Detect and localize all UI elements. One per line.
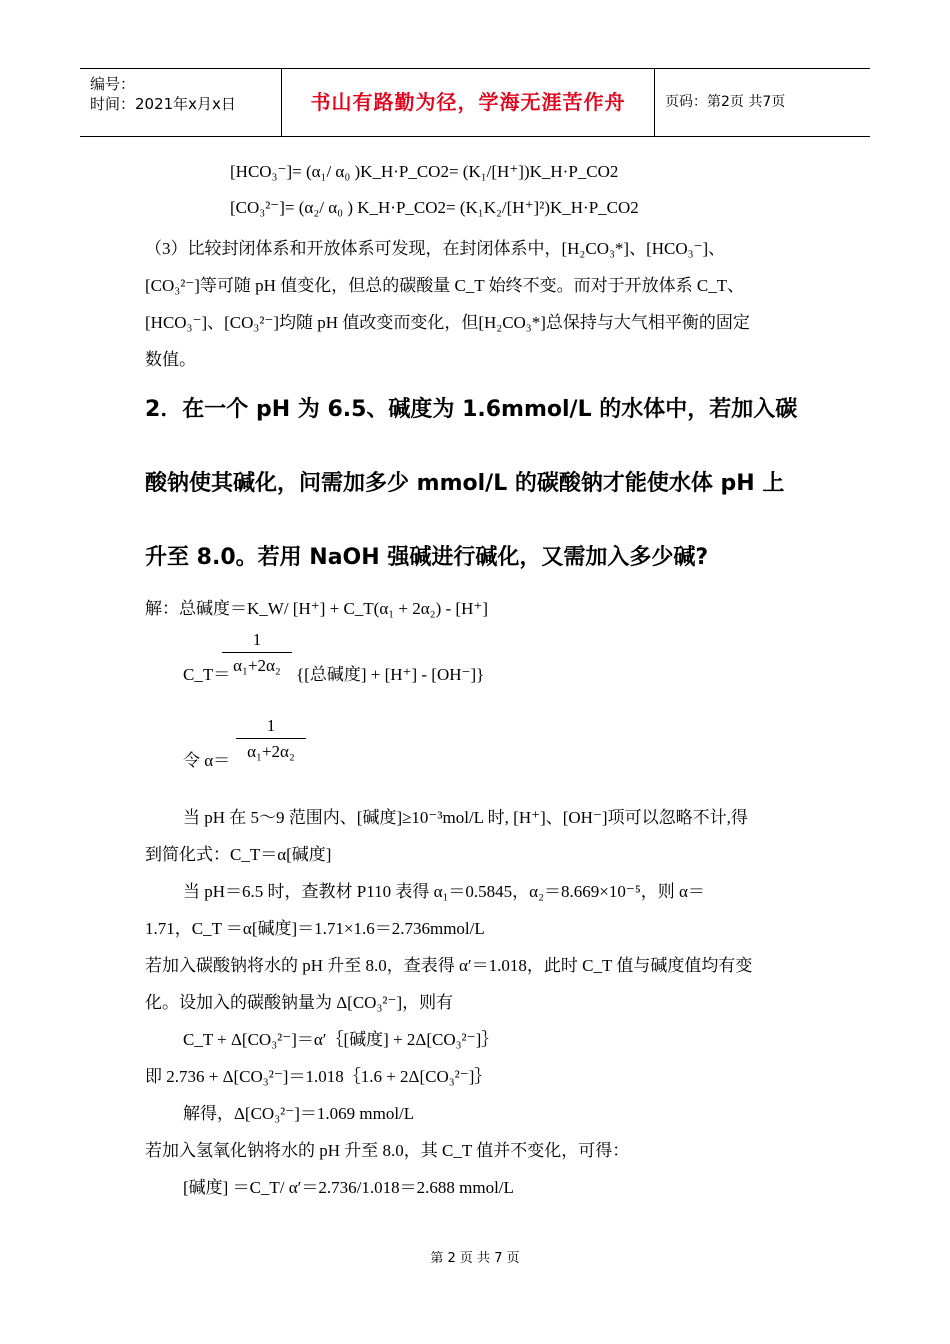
equation-result: 解得，Δ[CO₃²⁻]＝1.069 mmol/L bbox=[183, 1104, 415, 1123]
header-meta bbox=[80, 69, 282, 136]
number-label: 编号： bbox=[90, 75, 136, 93]
calc-line: 1.71，C_T ＝α[碱度]＝1.71×1.6＝2.736mmol/L bbox=[145, 919, 485, 938]
fraction-numerator: 1 bbox=[252, 630, 262, 649]
equation-co3: [CO₃²⁻]= (α₂/ α₀ ) K_H·P_CO2= (K₁K₂/[H⁺]²)K_H·P_CO2 bbox=[230, 198, 639, 217]
alpha-definition-prefix: 令 α＝ bbox=[183, 751, 231, 770]
na2co3-line: 若加入碳酸钠将水的 pH 升至 8.0，查表得 α′＝1.018，此时 C_T 值与碱度值均有变 bbox=[145, 956, 753, 975]
ct-formula-suffix: {[总碱度] + [H⁺] - [OH⁻]} bbox=[296, 665, 485, 684]
fraction-numerator: 1 bbox=[266, 716, 276, 735]
paragraph-3-line: 数值。 bbox=[145, 350, 196, 369]
header-motto: 书山有路勤为径，学海无涯苦作舟 bbox=[282, 69, 655, 136]
solution-total-alkalinity: 解：总碱度＝K_W/ [H⁺] + C_T(α₁ + 2α₂) - [H⁺] bbox=[145, 599, 488, 618]
paragraph-3-line: [HCO₃⁻]、[CO₃²⁻]均随 pH 值改变而变化，但[H₂CO₃*]总保持与大气相平衡的固定 bbox=[145, 313, 750, 332]
note-line: 到简化式：C_T＝α[碱度] bbox=[145, 845, 332, 864]
equation-numeric: 即 2.736 + Δ[CO₃²⁻]＝1.018｛1.6 + 2Δ[CO₃²⁻]｝ bbox=[145, 1067, 492, 1086]
question-2-line: 酸钠使其碱化，问需加多少 mmol/L 的碳酸钠才能使水体 pH 上 bbox=[145, 471, 785, 496]
na2co3-line: 化。设加入的碳酸钠量为 Δ[CO₃²⁻]，则有 bbox=[145, 993, 454, 1012]
question-2-line: 2．在一个 pH 为 6.5、碱度为 1.6mmol/L 的水体中，若加入碳 bbox=[145, 397, 798, 422]
fraction-bar bbox=[222, 652, 292, 653]
equation-hco3: [HCO₃⁻]= (α₁/ α₀ )K_H·P_CO2= (K₁/[H⁺])K_H·P_CO2 bbox=[230, 162, 619, 181]
page-header bbox=[80, 68, 870, 137]
note-line: 当 pH 在 5～9 范围内、[碱度]≥10⁻³mol/L 时, [H⁺]、[OH⁻]项可以忽略不计,得 bbox=[183, 808, 748, 827]
naoh-result: [碱度] ＝C_T/ α′＝2.736/1.018＝2.688 mmol/L bbox=[183, 1178, 514, 1197]
paragraph-3-line: （3）比较封闭体系和开放体系可发现，在封闭体系中，[H₂CO₃*]、[HCO₃⁻]、 bbox=[145, 239, 726, 258]
question-2-line: 升至 8.0。若用 NaOH 强碱进行碱化，又需加入多少碱? bbox=[145, 545, 709, 570]
header-page-info: 页码：第2页 共7页 bbox=[665, 94, 786, 110]
time-label: 时间：2021年x月x日 bbox=[90, 95, 236, 113]
calc-line: 当 pH＝6.5 时，查教材 P110 表得 α₁＝0.5845，α₂＝8.669×10⁻⁵，则 α＝ bbox=[183, 882, 705, 901]
equation-balance: C_T + Δ[CO₃²⁻]＝α′｛[碱度] + 2Δ[CO₃²⁻]｝ bbox=[183, 1030, 499, 1049]
page-footer: 第 2 页 共 7 页 bbox=[430, 1251, 520, 1266]
ct-formula-prefix: C_T＝ bbox=[183, 665, 231, 684]
fraction-bar bbox=[236, 738, 306, 739]
naoh-line: 若加入氢氧化钠将水的 pH 升至 8.0，其 C_T 值并不变化，可得： bbox=[145, 1141, 630, 1160]
fraction-denominator: α₁+2α₂ bbox=[233, 656, 281, 675]
paragraph-3-line: [CO₃²⁻]等可随 pH 值变化，但总的碳酸量 C_T 始终不变。而对于开放体系 C_T、 bbox=[145, 276, 745, 295]
fraction-denominator: α₁+2α₂ bbox=[247, 742, 295, 761]
